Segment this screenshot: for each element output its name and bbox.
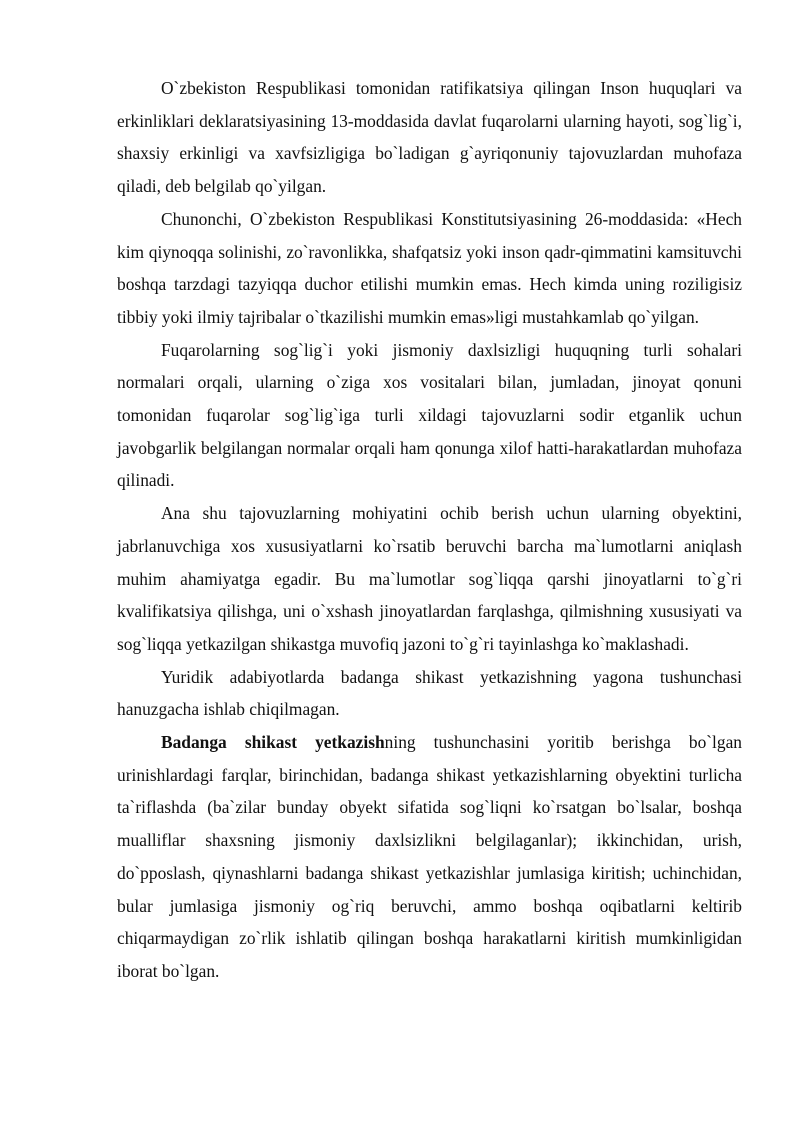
paragraph-5: [117, 661, 742, 726]
paragraph-4: [117, 497, 742, 661]
paragraph-1-text: O`zbekiston Respublikasi tomonidan ratifikatsiya qilingan Inson huquqlari va erkinliklari deklaratsiyasining 13-moddasida davlat fuqarolarni ularning hayoti, sog`lig`i, shaxsiy erkinligi va xavfsizligiga bo`ladigan g`ayriqonuniy tajovuzlardan muhofaza qiladi, deb belgilab qo`yilgan.: [117, 78, 742, 197]
paragraph-6-text: ning tushunchasini yoritib berishga bo`lgan urinishlardagi farqlar, birinchidan, badanga shikast yetkazishlarning obyektini turlicha ta`riflashda (ba`zilar bunday obyekt sifatida sog`liqni ko`rsatgan bo`lsalar, boshqa mualliflar shaxsning jismoniy daxlsizlikni belgilaganlar); ikkinchidan, urish, do`pposlash, qiynashlarni badanga shikast yetkazishlar jumlasiga kiritish; uchinchidan, bular jumlasiga jismoniy og`riq beruvchi, ammo boshqa oqibatlarni keltirib chiqarmaydigan zo`rlik ishlatib qilingan boshqa harakatlarni kiritish mumkinligidan iborat bo`lgan.: [117, 732, 742, 981]
paragraph-4-text: Ana shu tajovuzlarning mohiyatini ochib berish uchun ularning obyektini, jabrlanuvchiga xos xususiyatlarni ko`rsatib beruvchi barcha ma`lumotlarni aniqlash muhim ahamiyatga egadir. Bu ma`lumotlar sog`liqqa qarshi jinoyatlarni to`g`ri kvalifikatsiya qilishga, uni o`xshash jinoyatlardan farqlashga, qilmishning xususiyati va sog`liqqa yetkazilgan shikastga muvofiq jazoni to`g`ri tayinlashga ko`maklashadi.: [117, 503, 742, 654]
paragraph-5-text: Yuridik adabiyotlarda badanga shikast yetkazishning yagona tushunchasi hanuzgacha ishlab chiqilmagan.: [117, 666, 742, 720]
paragraph-6: [117, 726, 742, 988]
paragraph-1: [117, 72, 742, 203]
paragraph-2-text: Chunonchi, O`zbekiston Respublikasi Konstitutsiyasining 26-moddasida: «Hech kim qiynoqqa solinishi, zo`ravonlikka, shafqatsiz yoki inson qadr-qimmatini kamsituvchi boshqa tarzdagi tazyiqqa duchor etilishi mumkin emas. Hech kimda uning roziligisiz tibbiy yoki ilmiy tajribalar o`tkazilishi mumkin emas»ligi mustahkamlab qo`yilgan.: [117, 208, 742, 327]
document-body: [117, 72, 742, 988]
paragraph-3: [117, 334, 742, 498]
paragraph-3-text: Fuqarolarning sog`lig`i yoki jismoniy daxlsizligi huquqning turli sohalari normalari orqali, ularning o`ziga xos vositalari bilan, jumladan, jinoyat qonuni tomonidan fuqarolar sog`lig`iga turli xildagi tajovuzlarni sodir etganlik uchun javobgarlik belgilangan normalar orqali ham qonunga xilof hatti-harakatlardan muhofaza qilinadi.: [117, 339, 742, 491]
paragraph-6-bold: Badanga shikast yetkazish: [161, 732, 385, 753]
paragraph-2: [117, 203, 742, 334]
